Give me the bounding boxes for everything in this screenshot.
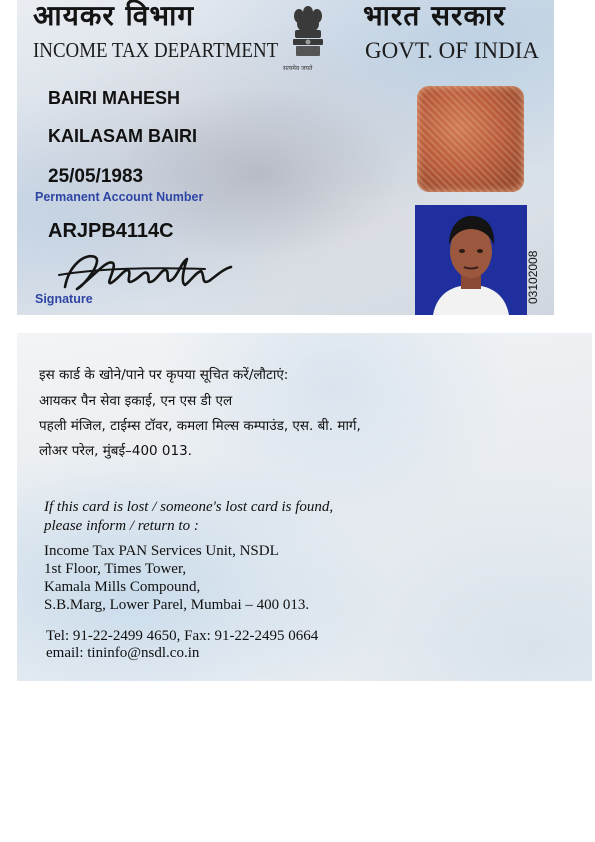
address-line: S.B.Marg, Lower Parel, Mumbai – 400 013.: [44, 597, 310, 613]
pan-card-back: [17, 333, 592, 681]
header-income-tax-department: INCOME TAX DEPARTMENT: [33, 38, 279, 62]
header-govt-of-india: GOVT. OF INDIA: [365, 38, 539, 63]
person-photo-icon: [415, 205, 527, 315]
pan-label: Permanent Account Number: [35, 190, 204, 204]
address-line: Income Tax PAN Services Unit, NSDL: [44, 543, 279, 559]
signature-label: Signature: [35, 292, 93, 306]
card-holder-name: BAIRI MAHESH: [48, 88, 181, 108]
address-line: 1st Floor, Times Tower,: [44, 561, 187, 577]
pan-number: ARJPB4114C: [48, 220, 174, 242]
email-line: email: tininfo@nsdl.co.in: [46, 645, 200, 661]
card-holder-photo: [415, 205, 527, 315]
header-hindi-govt: भारत सरकार: [363, 0, 506, 32]
hindi-instruction-line: इस कार्ड के खोने/पाने पर कृपया सूचित करें/लौटाएं:: [39, 367, 289, 383]
hindi-instruction-line: पहली मंजिल, टाईम्स टॉवर, कमला मिल्स कम्पाउंड, एस. बी. मार्ग,: [39, 418, 361, 434]
header-hindi-department: आयकर विभाग: [33, 0, 195, 32]
national-emblem-icon: [287, 4, 329, 64]
signature-image: [55, 245, 255, 297]
hindi-instruction-line: आयकर पैन सेवा इकाई, एन एस डी एल: [39, 393, 233, 409]
serial-number: 03102008: [526, 250, 540, 304]
phone-fax-line: Tel: 91-22-2499 4650, Fax: 91-22-2495 0664: [46, 628, 319, 644]
lost-card-note: please inform / return to :: [44, 518, 199, 534]
father-name: KAILASAM BAIRI: [48, 126, 197, 146]
hologram: [417, 86, 524, 192]
hindi-instruction-line: लोअर परेल, मुंबई–400 013.: [39, 443, 192, 459]
lost-card-note: If this card is lost / someone's lost card is found,: [44, 499, 334, 515]
emblem-motto: सत्यमेव जयते: [283, 65, 313, 72]
pan-card-front: [17, 0, 554, 315]
date-of-birth: 25/05/1983: [48, 166, 144, 187]
address-line: Kamala Mills Compound,: [44, 579, 201, 595]
